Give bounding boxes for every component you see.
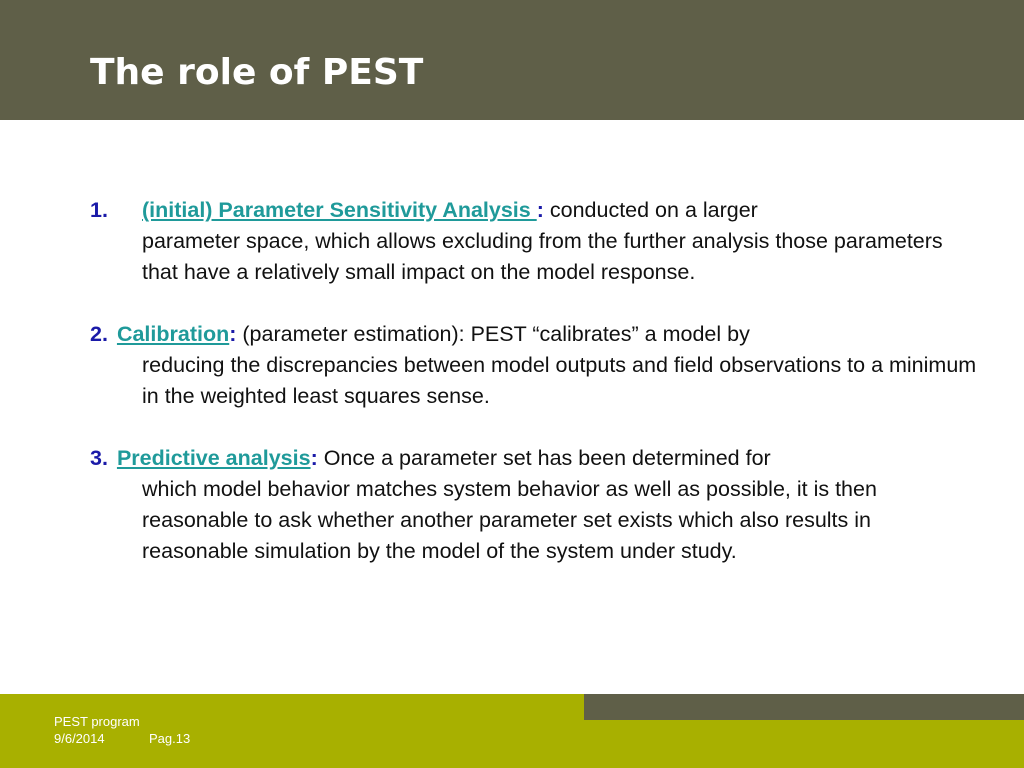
- item-number: 2.: [90, 322, 108, 346]
- footer-date: 9/6/2014: [54, 731, 105, 746]
- footer-accent-bar: [584, 694, 1024, 720]
- item-number: 1.: [90, 198, 108, 222]
- item-first-line: [88, 319, 978, 350]
- term-link-predictive-analysis[interactable]: Predictive analysis: [116, 446, 311, 470]
- item-colon: :: [229, 322, 237, 346]
- item-first-line-text: conducted on a larger: [543, 198, 758, 222]
- item-continuation-text: reducing the discrepancies between model outputs and field observations to a minimum in the weighted least squares sense.: [142, 353, 977, 408]
- footer-page-number: Pag.13: [149, 731, 191, 746]
- list-item-calibration: [88, 319, 978, 412]
- list-item-sensitivity-analysis: [88, 195, 978, 288]
- item-first-line-text: Once a parameter set has been determined for: [317, 446, 771, 470]
- item-first-line: [88, 443, 978, 474]
- content-list: [88, 195, 978, 598]
- item-first-line-text: (parameter estimation): PEST “calibrates” a model by: [236, 322, 750, 346]
- item-continuation-text: which model behavior matches system behavior as well as possible, it is then reasonable to ask whether another parameter set exists which also results in reasonable simulation by the model of the system under study.: [142, 477, 877, 563]
- item-number: 3.: [90, 446, 108, 470]
- item-continuation-text: parameter space, which allows excluding from the further analysis those parameters that have a relatively small impact on the model response.: [142, 229, 943, 284]
- item-colon: :: [536, 198, 544, 222]
- list-item-predictive-analysis: [88, 443, 978, 567]
- term-link-sensitivity-analysis[interactable]: (initial) Parameter Sensitivity Analysis: [142, 198, 537, 222]
- footer-program-label: PEST program: [54, 714, 140, 729]
- slide-title: The role of PEST: [90, 52, 424, 93]
- term-link-calibration[interactable]: Calibration: [116, 322, 230, 346]
- item-colon: :: [310, 446, 318, 470]
- item-first-line: [142, 195, 978, 226]
